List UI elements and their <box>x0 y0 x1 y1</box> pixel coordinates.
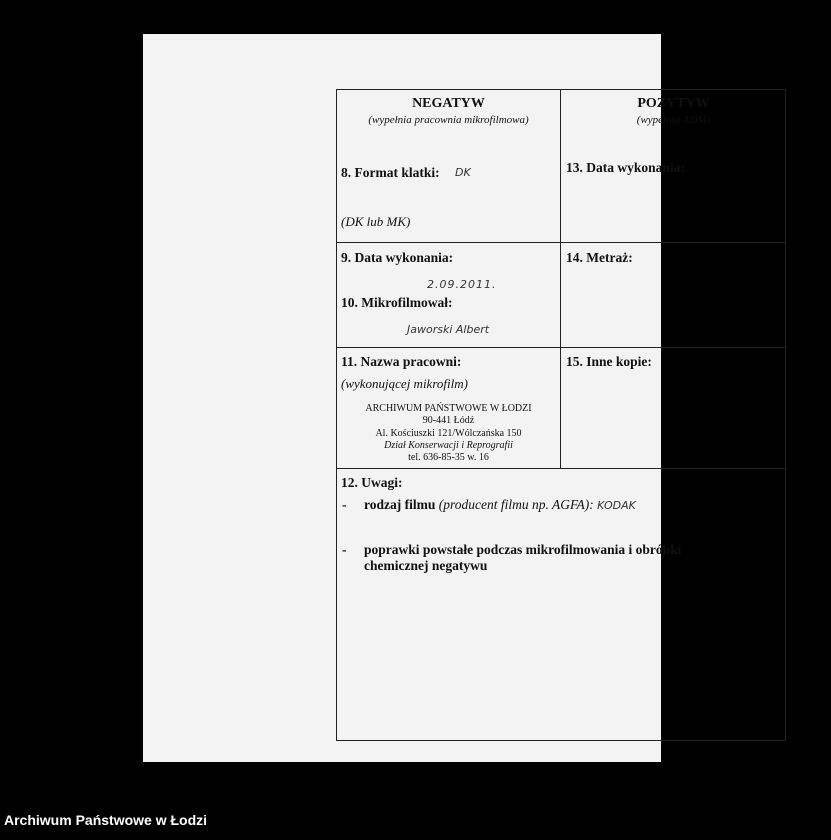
pozytyw-data-label: 13. Data wykonania: <box>566 160 685 175</box>
pozytyw-subtitle: (wypełnia ADM) <box>636 114 711 126</box>
microfilm-card <box>143 34 711 762</box>
pracownia-hint: (wykonującej mikrofilm) <box>341 376 468 391</box>
uwagi-item-2-line2: chemicznej negatywu <box>364 558 488 573</box>
uwagi-dash-1: - <box>342 497 347 512</box>
uwagi-item-1 <box>364 497 636 513</box>
uwagi-label: 12. Uwagi: <box>341 475 403 490</box>
stamp-line4: Dział Konserwacji i Reprografii <box>384 440 513 451</box>
stamp-line2: 90-441 Łódź <box>422 415 475 426</box>
pracownia-label: 11. Nazwa pracowni: <box>341 354 462 369</box>
uwagi-dash-2: - <box>342 542 347 557</box>
archive-caption: Archiwum Państwowe w Łodzi <box>4 812 208 828</box>
rodzaj-filmu-value: KODAK <box>597 499 636 512</box>
negatyw-subtitle: (wypełnia pracownia mikrofilmowa) <box>368 114 529 126</box>
column-divider <box>560 90 561 468</box>
row-divider <box>337 468 785 469</box>
mikrofilmowal-label: 10. Mikrofilmował: <box>341 295 453 310</box>
uwagi-item-2-line1: poprawki powstałe podczas mikrofilmowania i obróbki <box>364 542 682 557</box>
inne-kopie-label: 15. Inne kopie: <box>566 354 652 369</box>
data-wykonania-value: 2.09.2011. <box>427 278 497 291</box>
form-table <box>336 89 786 741</box>
format-label: 8. Format klatki: <box>341 165 440 180</box>
stamp-line1: ARCHIWUM PAŃSTWOWE W ŁODZI <box>365 403 532 414</box>
metraz-label: 14. Metraż: <box>566 250 633 265</box>
rodzaj-filmu-hint: (producent filmu np. AGFA): <box>438 497 594 512</box>
negatyw-title: NEGATYW <box>412 96 485 111</box>
pozytyw-title: POZYTYW <box>637 96 710 111</box>
stamp-line3: Al. Kościuszki 121/Wólczańska 150 <box>375 428 522 439</box>
format-hint: (DK lub MK) <box>341 214 411 229</box>
format-value: DK <box>455 166 471 179</box>
mikrofilmowal-signature: Jaworski Albert <box>407 323 490 336</box>
row-divider <box>337 347 785 348</box>
row-divider <box>337 242 785 243</box>
data-wykonania-label: 9. Data wykonania: <box>341 250 454 265</box>
rodzaj-filmu-label: rodzaj filmu <box>364 497 436 512</box>
stamp-line5: tel. 636-85-35 w. 16 <box>408 452 489 463</box>
